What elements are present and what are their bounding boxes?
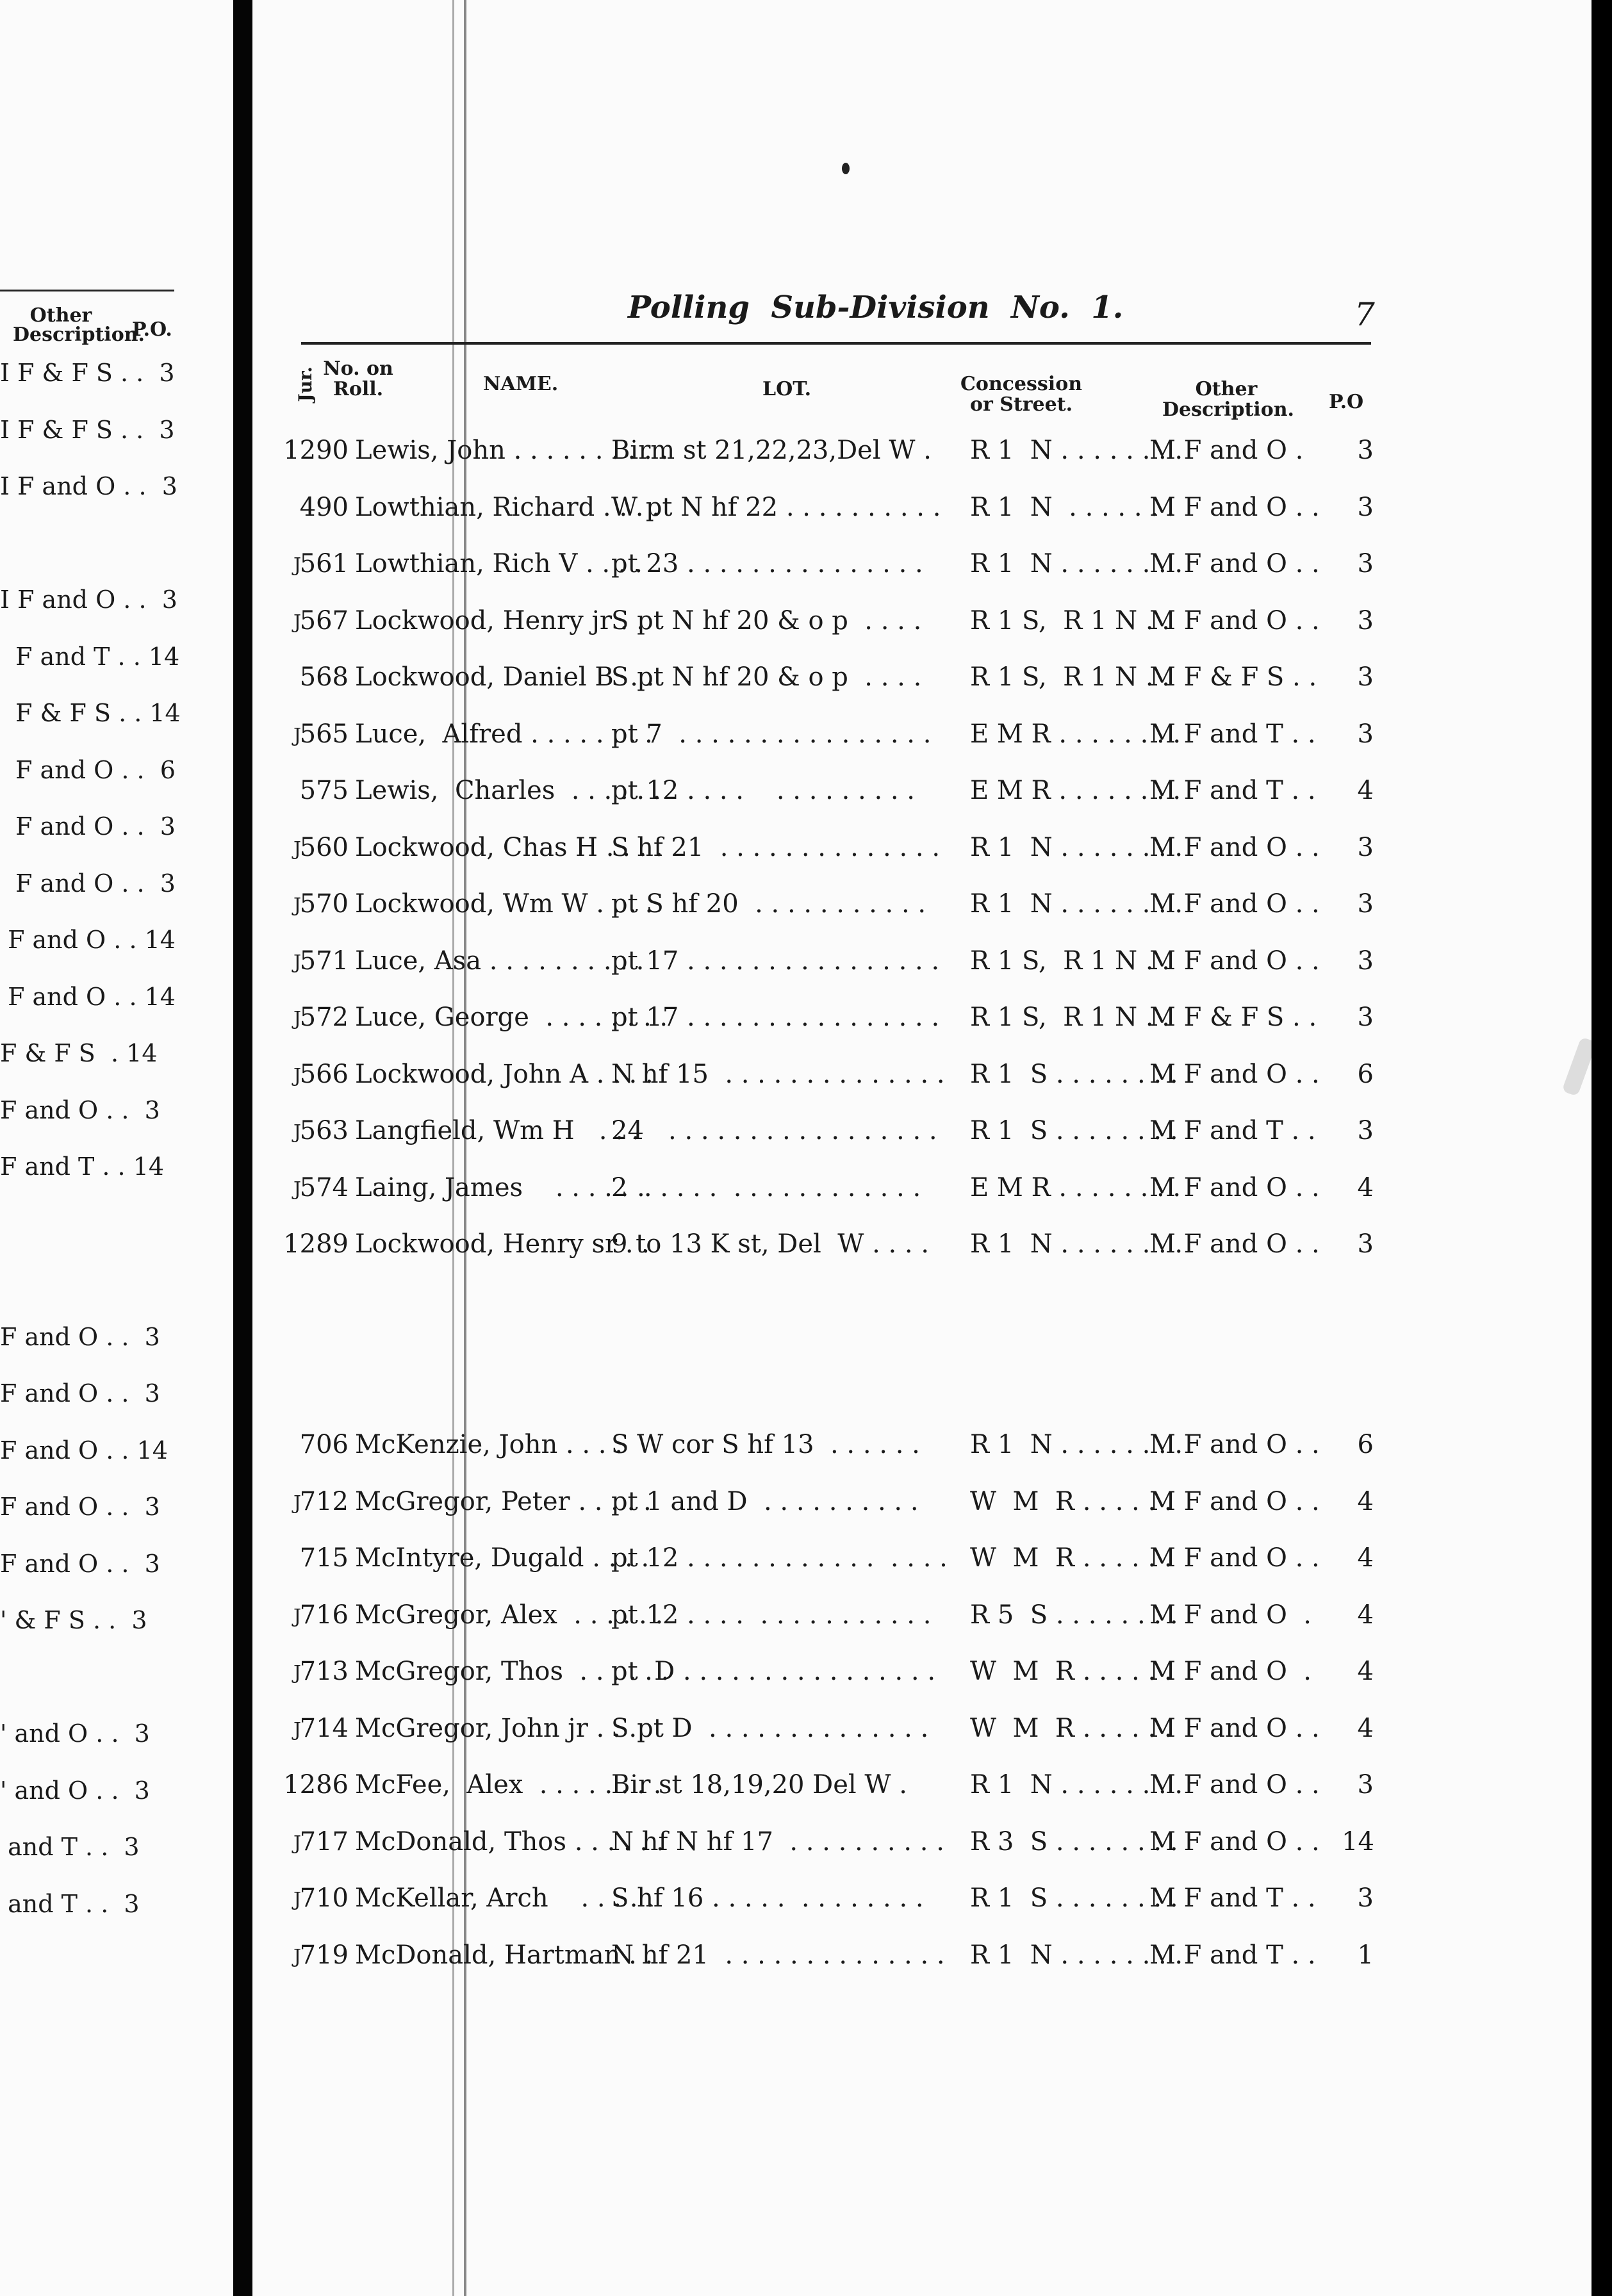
left-row: ' & F S . . 3	[0, 1606, 147, 1634]
lot-cell: S pt D . . . . . . . . . . . . . .	[611, 1713, 929, 1743]
header-rule	[301, 342, 1371, 345]
lot-cell: pt 1 and D . . . . . . . . . .	[611, 1486, 919, 1516]
roll-number: 567	[299, 605, 349, 636]
col-header-roll: No. on Roll.	[323, 357, 393, 400]
jur-marker: J	[293, 724, 302, 747]
roll-number: 560	[299, 832, 349, 862]
elector-name: McGregor, Thos . . . . . .	[355, 1657, 670, 1686]
table-row	[252, 889, 1406, 925]
left-row: F & F S . . 14	[0, 699, 181, 727]
po-cell: 3	[1357, 946, 1374, 976]
table-row	[252, 1003, 1406, 1038]
left-row: F and O . . 3	[0, 1549, 160, 1578]
lot-cell: Bir st 18,19,20 Del W .	[611, 1770, 907, 1800]
left-row: ' and O . . 3	[0, 1776, 150, 1805]
table-row	[252, 946, 1406, 982]
left-row: I F and O . . 3	[0, 586, 177, 614]
table-row	[252, 1116, 1406, 1152]
left-row: F and O . . 14	[0, 926, 176, 954]
jur-marker: J	[293, 1718, 302, 1741]
roll-number: 713	[299, 1657, 349, 1686]
jur-marker: J	[293, 1008, 302, 1030]
elector-name: Lewis, Charles . . . . . .	[355, 776, 661, 805]
lot-cell: N hf 15 . . . . . . . . . . . . . .	[611, 1059, 945, 1089]
left-row: F and O . . 3	[0, 1493, 160, 1521]
description-cell: M F and O .	[1149, 436, 1304, 465]
po-cell: 3	[1357, 549, 1374, 578]
elector-name: Lewis, John . . . . . . . . . .	[355, 436, 669, 465]
concession-cell: R 5 S . . . . . . . .	[970, 1600, 1178, 1630]
concession-cell: W M R . . . . . .	[970, 1657, 1172, 1686]
description-cell: M F and O . .	[1149, 832, 1320, 862]
concession-cell: E M R . . . . . . . .	[970, 719, 1181, 749]
po-cell: 3	[1357, 662, 1374, 692]
lot-cell: pt 12 . . . . . . . . . . . . . . . .	[611, 1543, 948, 1573]
po-cell: 3	[1357, 719, 1374, 749]
elector-name: McKenzie, John . . . .	[355, 1430, 623, 1459]
description-cell: M F and O . .	[1149, 1486, 1320, 1516]
description-cell: M F and T . .	[1149, 1883, 1316, 1913]
description-cell: M F and O . .	[1149, 1543, 1320, 1573]
left-header-other: Other	[29, 304, 92, 327]
concession-cell: R 1 S, R 1 N . .	[970, 662, 1170, 692]
elector-name: Luce, Alfred . . . . . . . .	[355, 719, 653, 749]
elector-name: McFee, Alex . . . . . . . .	[355, 1770, 662, 1800]
left-row: F & F S . 14	[0, 1039, 158, 1067]
description-cell: M F and T . .	[1149, 776, 1316, 805]
lot-cell: N hf 21 . . . . . . . . . . . . . .	[611, 1940, 945, 1970]
concession-cell: R 1 N . . . . . . . .	[970, 436, 1183, 465]
col-header-concession: Concession or Street.	[960, 373, 1083, 416]
lot-cell: pt 12 . . . . . . . . . . . . . . .	[611, 1600, 932, 1630]
lot-cell: Birm st 21,22,23,Del W .	[611, 436, 932, 465]
elector-name: Langfield, Wm H . . .	[355, 1116, 640, 1145]
description-cell: M F and O . .	[1149, 1770, 1320, 1800]
elector-name: McKellar, Arch . . . . .	[355, 1883, 654, 1913]
jur-marker: J	[293, 1605, 302, 1628]
table-row	[252, 1229, 1406, 1265]
left-row: I F and O . . 3	[0, 472, 177, 500]
jur-marker: J	[293, 1491, 302, 1514]
po-cell: 4	[1357, 776, 1374, 805]
left-row: F and O . . 14	[0, 1436, 168, 1464]
concession-cell: R 1 N . . . . . . . .	[970, 832, 1183, 862]
description-cell: M F & F S . .	[1149, 662, 1317, 692]
lot-cell: S hf 21 . . . . . . . . . . . . . .	[611, 832, 941, 862]
left-row: F and O . . 3	[0, 812, 176, 840]
table-row	[252, 1714, 1406, 1750]
table-row	[252, 662, 1406, 698]
left-row: F and T . . 14	[0, 1152, 165, 1181]
roll-number: 719	[299, 1940, 349, 1970]
roll-number: 714	[299, 1713, 349, 1743]
roll-number: 565	[299, 719, 349, 749]
table-row	[252, 1657, 1406, 1693]
left-desc-header	[13, 304, 145, 346]
po-cell: 6	[1357, 1059, 1374, 1089]
lot-cell: pt D . . . . . . . . . . . . . . . .	[611, 1657, 936, 1686]
elector-name: Lockwood, Henry jr . .	[355, 605, 645, 636]
description-cell: M F and O . .	[1149, 492, 1320, 522]
po-cell: 3	[1357, 832, 1374, 862]
description-cell: M F and O . .	[1149, 946, 1320, 976]
po-cell: 3	[1357, 492, 1374, 522]
table-row	[252, 1883, 1406, 1919]
table-row	[252, 1487, 1406, 1523]
table-row	[252, 1600, 1406, 1636]
roll-number: 1290	[283, 436, 349, 465]
elector-name: McGregor, Alex . . . . . .	[355, 1600, 664, 1630]
concession-cell: E M R . . . . . . . .	[970, 776, 1181, 805]
roll-number: 706	[299, 1430, 349, 1459]
roll-number: 568	[299, 662, 349, 692]
table-row	[252, 833, 1406, 869]
jur-marker: J	[293, 1662, 302, 1684]
jur-marker: J	[293, 1889, 302, 1911]
table-row	[252, 1770, 1406, 1806]
po-cell: 4	[1357, 1713, 1374, 1743]
description-cell: M F and O . .	[1149, 549, 1320, 578]
lot-cell: S pt N hf 20 & o p . . . .	[611, 605, 922, 636]
elector-name: McGregor, John jr . . .	[355, 1713, 637, 1743]
description-cell: M F and O . .	[1149, 1229, 1320, 1259]
col-header-lot: LOT.	[762, 378, 812, 400]
left-page-fragment	[0, 0, 238, 2296]
elector-name: Luce, Asa . . . . . . . . . .	[355, 946, 645, 976]
elector-name: Lowthian, Rich V . . . .	[355, 549, 643, 578]
description-cell: M F and O .	[1149, 1600, 1312, 1630]
elector-name: Lockwood, Henry sr . .	[355, 1229, 650, 1259]
lot-cell: pt 23 . . . . . . . . . . . . . . .	[611, 549, 923, 578]
description-cell: M F and O . .	[1149, 1430, 1320, 1459]
lot-cell: pt 7 . . . . . . . . . . . . . . . .	[611, 719, 932, 749]
page-number: 7	[1354, 296, 1375, 333]
lot-cell: pt 17 . . . . . . . . . . . . . . . .	[611, 946, 940, 976]
elector-name: Laing, James . . . . . .	[355, 1172, 645, 1202]
concession-cell: R 1 N . . . . . . .	[970, 492, 1175, 522]
lot-cell: S hf 16 . . . . . . . . . . . . .	[611, 1883, 924, 1913]
po-cell: 14	[1342, 1826, 1374, 1857]
left-row: F and O . . 14	[0, 982, 176, 1011]
concession-cell: R 1 S, R 1 N . .	[970, 946, 1170, 976]
jur-marker: J	[293, 1121, 302, 1144]
po-cell: 4	[1357, 1600, 1374, 1630]
roll-number: 710	[299, 1883, 349, 1913]
roll-number: 716	[299, 1600, 349, 1630]
roll-number: 572	[299, 1003, 349, 1032]
po-cell: 3	[1357, 889, 1374, 919]
table-row	[252, 549, 1406, 585]
description-cell: M F and T . .	[1149, 1116, 1316, 1145]
concession-cell: W M R . . . . . .	[970, 1713, 1172, 1743]
left-header-description: Description.	[13, 324, 145, 346]
roll-number: 561	[299, 549, 349, 578]
description-cell: M F & F S . .	[1149, 1003, 1317, 1032]
lot-cell: S W cor S hf 13 . . . . . .	[611, 1430, 920, 1459]
jur-marker: J	[293, 1832, 302, 1855]
concession-cell: R 1 N . . . . . . . .	[970, 1430, 1183, 1459]
po-cell: 3	[1357, 1883, 1374, 1913]
table-row	[252, 1543, 1406, 1579]
jur-marker: J	[293, 837, 302, 860]
po-cell: 3	[1357, 1229, 1374, 1259]
po-cell: 3	[1357, 436, 1374, 465]
concession-cell: W M R . . . . . .	[970, 1543, 1172, 1573]
ink-speck	[842, 163, 850, 174]
concession-cell: R 1 S . . . . . . . .	[970, 1059, 1178, 1089]
description-cell: M F and T . .	[1149, 719, 1316, 749]
table-row	[252, 719, 1406, 755]
elector-name: Lockwood, Chas H . . . .	[355, 832, 663, 862]
concession-cell: R 1 N . . . . . . . .	[970, 1229, 1183, 1259]
left-row: F and O . . 3	[0, 869, 176, 898]
description-cell: M F and O . .	[1149, 1713, 1320, 1743]
elector-name: Lowthian, Richard . . . .	[355, 492, 660, 522]
lot-cell: N hf N hf 17 . . . . . . . . . .	[611, 1826, 944, 1857]
lot-cell: W pt N hf 22 . . . . . . . . . .	[611, 492, 941, 522]
roll-number: 715	[299, 1543, 349, 1573]
concession-cell: E M R . . . . . . . .	[970, 1172, 1181, 1202]
concession-cell: R 3 S . . . . . . . .	[970, 1826, 1178, 1857]
jur-marker: J	[293, 1177, 302, 1201]
book-gutter	[233, 0, 252, 2296]
paper-scuff	[1561, 1037, 1591, 1096]
table-row	[252, 1827, 1406, 1863]
roll-number: 574	[299, 1172, 349, 1202]
jur-marker: J	[293, 611, 302, 634]
elector-name: Lockwood, Daniel B . .	[355, 662, 655, 692]
left-row: F and O . . 3	[0, 1095, 160, 1124]
concession-cell: R 1 S, R 1 N . .	[970, 1003, 1170, 1032]
elector-name: McGregor, Peter . . . . .	[355, 1486, 652, 1516]
table-row	[252, 1060, 1406, 1095]
left-row: F and T . . 14	[0, 642, 180, 671]
lot-cell: pt 12 . . . . . . . . . . . . .	[611, 776, 916, 805]
table-row	[252, 1173, 1406, 1209]
jur-marker: J	[293, 554, 302, 577]
elector-name: McIntyre, Dugald . . . .	[355, 1543, 650, 1573]
jur-marker: J	[293, 894, 302, 917]
roll-number: 712	[299, 1486, 349, 1516]
jur-marker: J	[293, 1064, 302, 1087]
left-row: ' and O . . 3	[0, 1719, 150, 1748]
description-cell: M F and O . .	[1149, 605, 1320, 636]
table-row	[252, 776, 1406, 812]
elector-name: Lockwood, John A . . . .	[355, 1059, 654, 1089]
po-cell: 4	[1357, 1657, 1374, 1686]
roll-number: 571	[299, 946, 349, 976]
roll-number: 490	[299, 492, 349, 522]
description-cell: M F and O . .	[1149, 1826, 1320, 1857]
page-title: Polling Sub-Division No. 1.	[628, 290, 1124, 325]
lot-cell: pt S hf 20 . . . . . . . . . . .	[611, 889, 926, 919]
lot-cell: 2 . . . . . . . . . . . . . . . . .	[611, 1172, 921, 1202]
roll-number: 717	[299, 1826, 349, 1857]
jur-marker: J	[293, 951, 302, 974]
po-cell: 3	[1357, 605, 1374, 636]
roll-number: 563	[299, 1116, 349, 1145]
concession-cell: R 1 S . . . . . . . .	[970, 1116, 1178, 1145]
po-cell: 3	[1357, 1003, 1374, 1032]
description-cell: M F and T . .	[1149, 1940, 1316, 1970]
concession-cell: R 1 N . . . . . . . .	[970, 1940, 1183, 1970]
po-cell: 3	[1357, 1770, 1374, 1800]
left-header-rule	[0, 290, 174, 291]
po-cell: 6	[1357, 1430, 1374, 1459]
lot-cell: S pt N hf 20 & o p . . . .	[611, 662, 922, 692]
roll-number: 575	[299, 776, 349, 805]
description-cell: M F and O . .	[1149, 1172, 1320, 1202]
po-cell: 4	[1357, 1486, 1374, 1516]
po-cell: 3	[1357, 1116, 1374, 1145]
col-header-name: NAME.	[483, 373, 559, 395]
table-row	[252, 1430, 1406, 1466]
description-cell: M F and O . .	[1149, 889, 1320, 919]
elector-name: McDonald, Hartman . .	[355, 1940, 654, 1970]
table-row	[252, 493, 1406, 529]
table-row	[252, 606, 1406, 642]
concession-cell: R 1 N . . . . . . . .	[970, 889, 1183, 919]
po-cell: 4	[1357, 1172, 1374, 1202]
concession-cell: W M R . . . . . .	[970, 1486, 1172, 1516]
left-po-header: P.O.	[132, 318, 172, 341]
left-row: and T . . 3	[0, 1889, 140, 1918]
left-row: F and O . . 3	[0, 1322, 160, 1351]
roll-number: 1286	[283, 1770, 349, 1800]
left-row: F and O . . 3	[0, 1379, 160, 1407]
elector-name: McDonald, Thos . . . . . .	[355, 1826, 664, 1857]
concession-cell: R 1 N . . . . . . . .	[970, 549, 1183, 578]
left-row: I F & F S . . 3	[0, 359, 175, 387]
jur-marker: J	[293, 1945, 302, 1968]
po-cell: 4	[1357, 1543, 1374, 1573]
roll-number: 566	[299, 1059, 349, 1089]
col-header-jur: Jur.	[295, 366, 316, 402]
concession-cell: R 1 N . . . . . . . .	[970, 1770, 1183, 1800]
roll-number: 1289	[283, 1229, 349, 1259]
concession-cell: R 1 S, R 1 N . .	[970, 605, 1170, 636]
lot-cell: pt 17 . . . . . . . . . . . . . . . .	[611, 1003, 940, 1032]
lot-cell: 24 . . . . . . . . . . . . . . . . .	[611, 1116, 937, 1145]
elector-name: Lockwood, Wm W . . . .	[355, 889, 654, 919]
po-cell: 1	[1357, 1940, 1374, 1970]
left-row: I F & F S . . 3	[0, 415, 175, 444]
table-row	[252, 1940, 1406, 1976]
col-header-description: Other Description.	[1162, 378, 1294, 421]
concession-cell: R 1 S . . . . . . . .	[970, 1883, 1178, 1913]
roll-number: 570	[299, 889, 349, 919]
left-row: and T . . 3	[0, 1833, 140, 1861]
elector-name: Luce, George . . . . . . . .	[355, 1003, 668, 1032]
col-header-po: P.O	[1329, 391, 1364, 413]
description-cell: M F and O . .	[1149, 1059, 1320, 1089]
table-row	[252, 436, 1406, 472]
description-cell: M F and O .	[1149, 1657, 1312, 1686]
right-page	[252, 0, 1591, 2296]
left-row: F and O . . 6	[0, 755, 176, 784]
lot-cell: 9 to 13 K st, Del W . . . .	[611, 1229, 930, 1259]
